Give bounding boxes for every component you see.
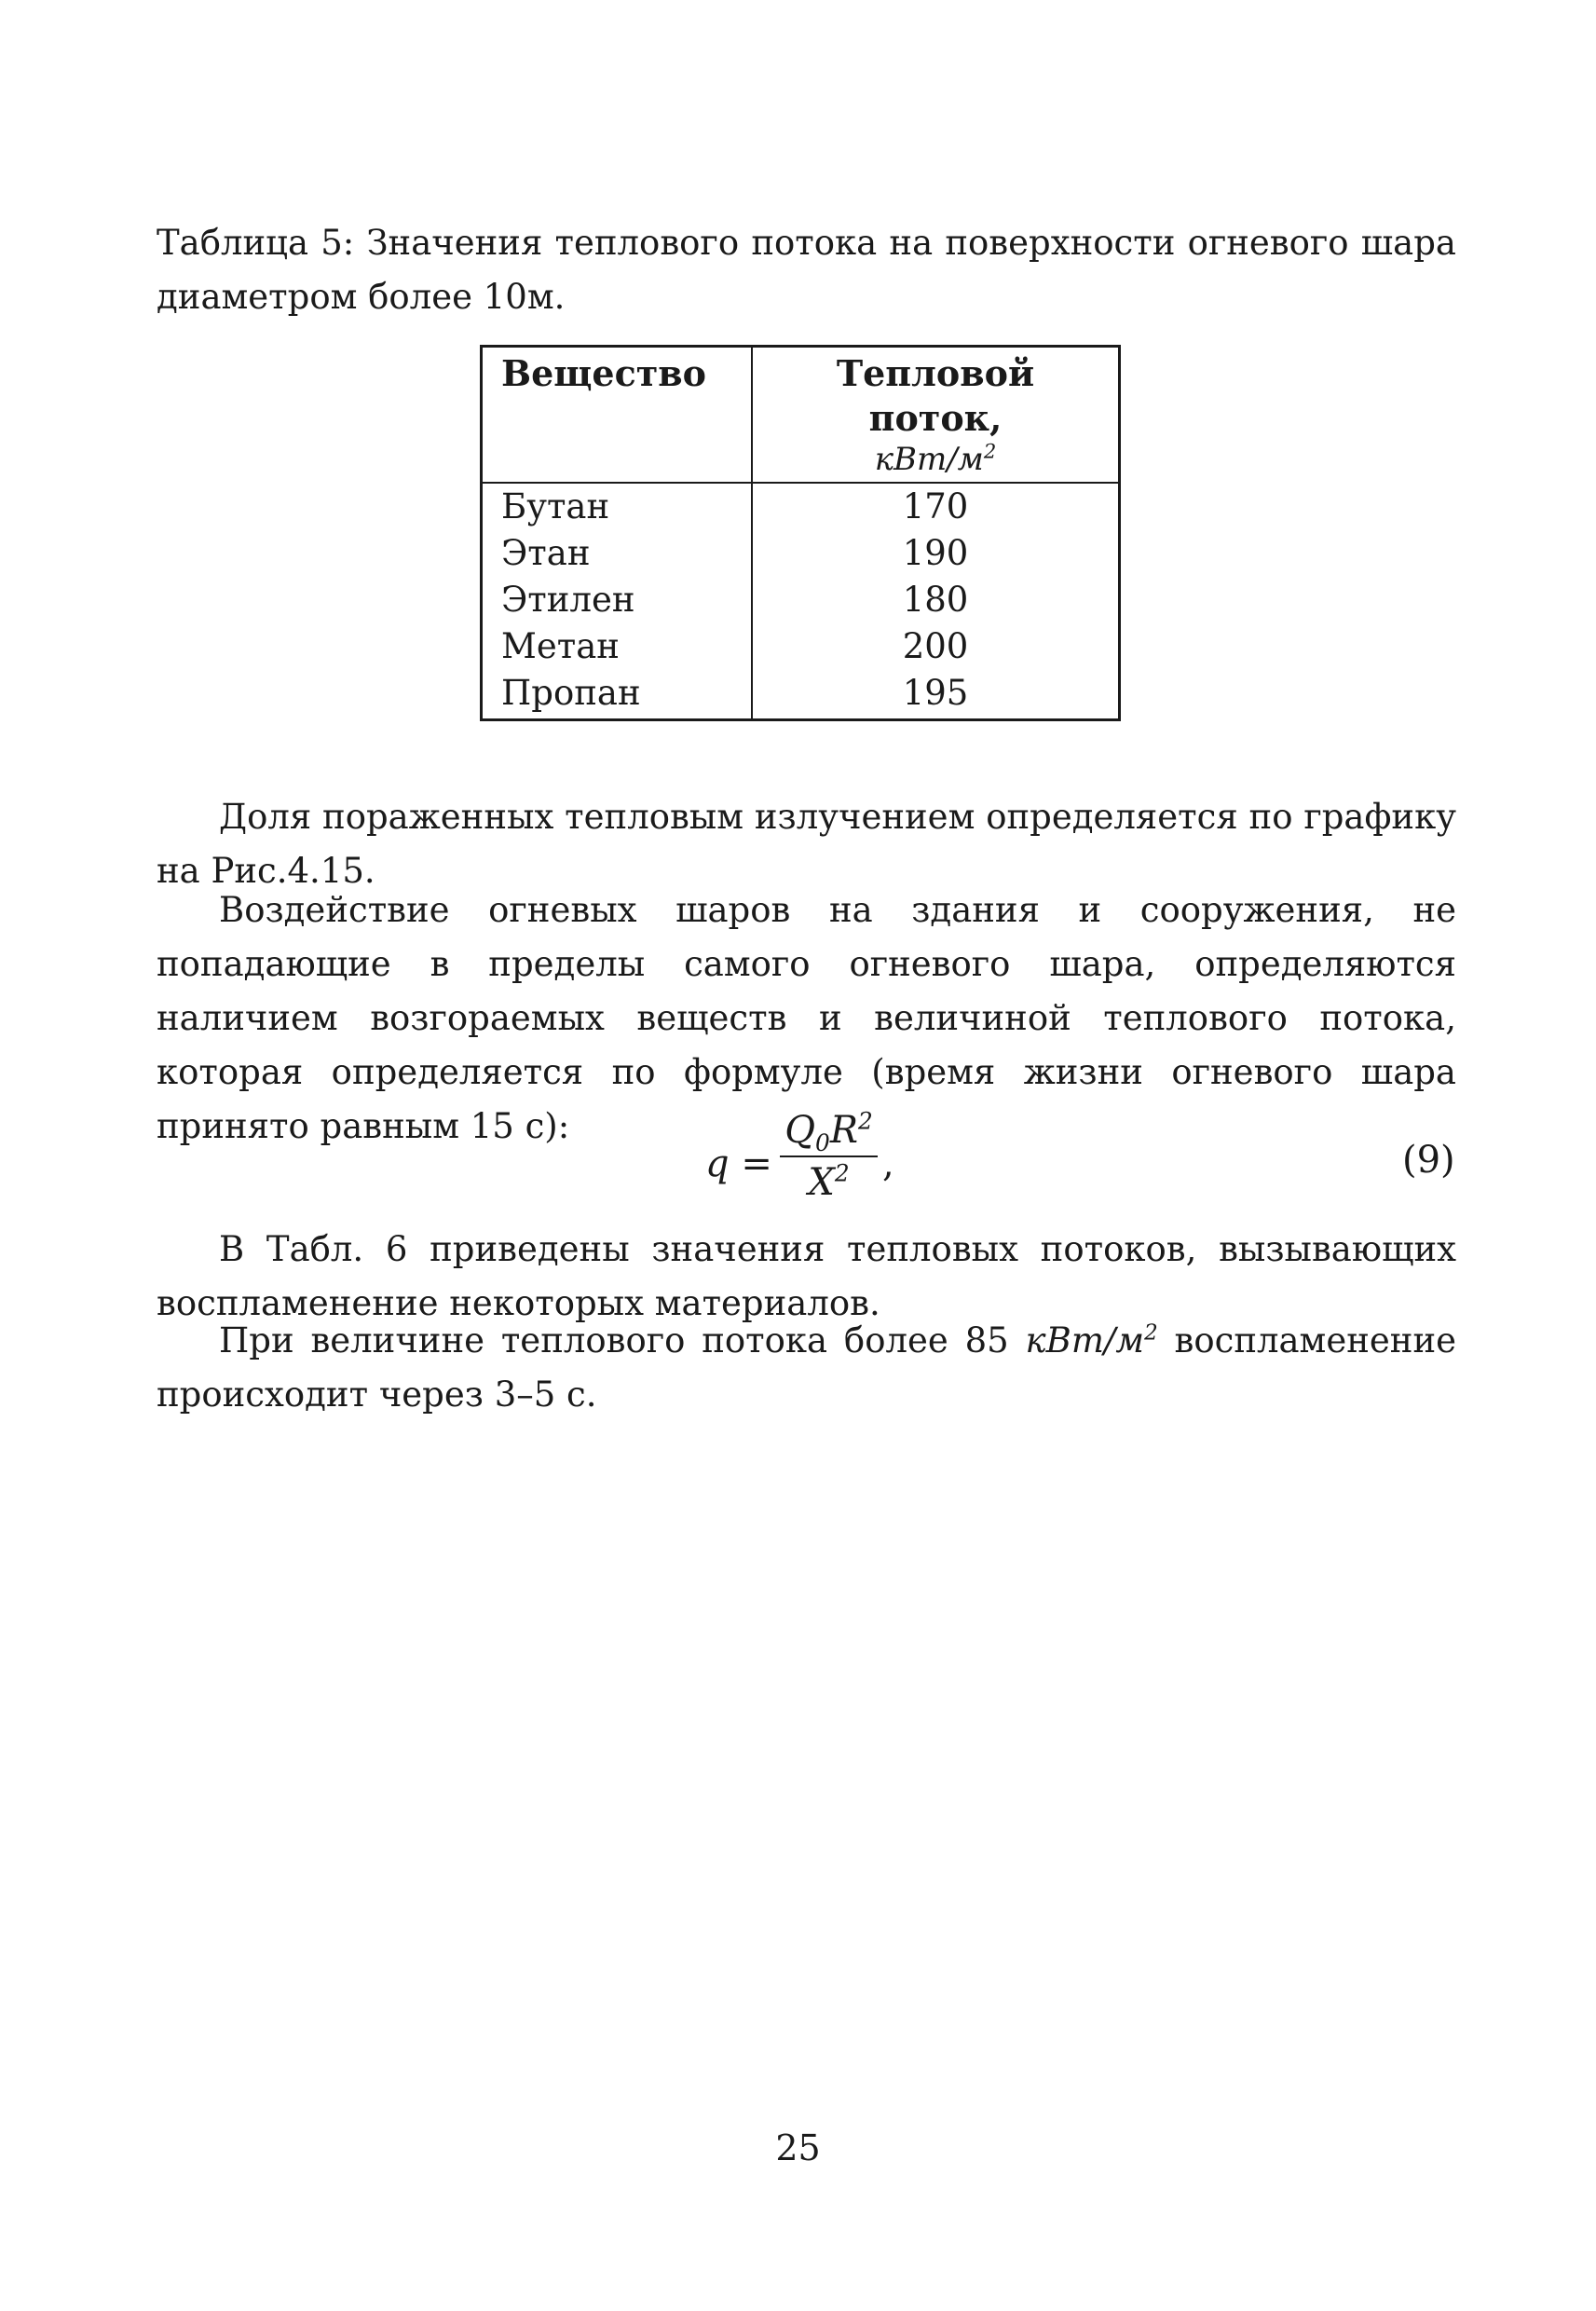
cell-substance: Метан (482, 623, 753, 670)
paragraph-table6-reference: В Табл. 6 приведены значения тепловых потоков, вызывающих воспламенение некоторых материалов. (157, 1229, 1456, 1323)
formula-comma: , (882, 1142, 894, 1185)
table-row (482, 577, 1120, 623)
ignition-text-after: воспламенение происходит через 3–5 с. (157, 1320, 1457, 1415)
header-heat-flux (752, 347, 1120, 484)
cell-substance: Этилен (482, 577, 753, 623)
ignition-text-before: При величине теплового потока более 85 (219, 1320, 1009, 1361)
cell-substance: Этан (482, 530, 753, 577)
cell-flux: 195 (902, 673, 969, 713)
cell-substance: Бутан (482, 483, 753, 530)
cell-flux: 200 (902, 626, 969, 666)
paragraph-damage-share: Доля пораженных тепловым излучением определяется по графику на Рис.4.15. (157, 797, 1456, 891)
equation-number: (9) (1402, 1139, 1455, 1182)
heat-flux-formula (705, 1107, 938, 1219)
table-row (482, 623, 1120, 670)
table-caption-text: Значения теплового потока на поверхности огневого шара диаметром более 10м. (157, 223, 1456, 317)
header-heat-flux-label: Тепловой поток, (836, 352, 1035, 439)
table-row (482, 483, 1120, 530)
cell-flux: 180 (902, 580, 969, 620)
cell-substance: Пропан (482, 670, 753, 720)
header-heat-flux-unit: кВт/$м^2$ (874, 439, 997, 478)
page-number: 25 (775, 2127, 821, 2168)
formula-fraction (780, 1107, 878, 1206)
table-header-row (482, 347, 1120, 484)
formula-denominator: $X^2$ (808, 1159, 850, 1204)
cell-flux: 190 (902, 533, 969, 573)
table-caption (157, 216, 1456, 324)
header-substance: Вещество (482, 347, 753, 484)
cell-flux: 170 (902, 486, 969, 526)
paragraph-fireball-effect: Воздействие огневых шаров на здания и сооружения, не попадающие в пределы самого огневого шара, определяются наличием возгораемых веществ и величиной теплового потока, которая определяется по формуле (время жизни огневого шара принято равным 15 с): (157, 890, 1456, 1146)
table-row (482, 670, 1120, 720)
formula-numerator: $Q_0R^2$ (784, 1107, 873, 1156)
formula-lhs: q = (705, 1142, 772, 1185)
ignition-unit: кВт/$м^2$ (1025, 1320, 1158, 1361)
table-caption-label: Таблица 5: (157, 223, 355, 263)
heat-flux-table (480, 345, 1121, 721)
table-row (482, 530, 1120, 577)
paragraph-ignition-time (157, 1314, 1456, 1422)
